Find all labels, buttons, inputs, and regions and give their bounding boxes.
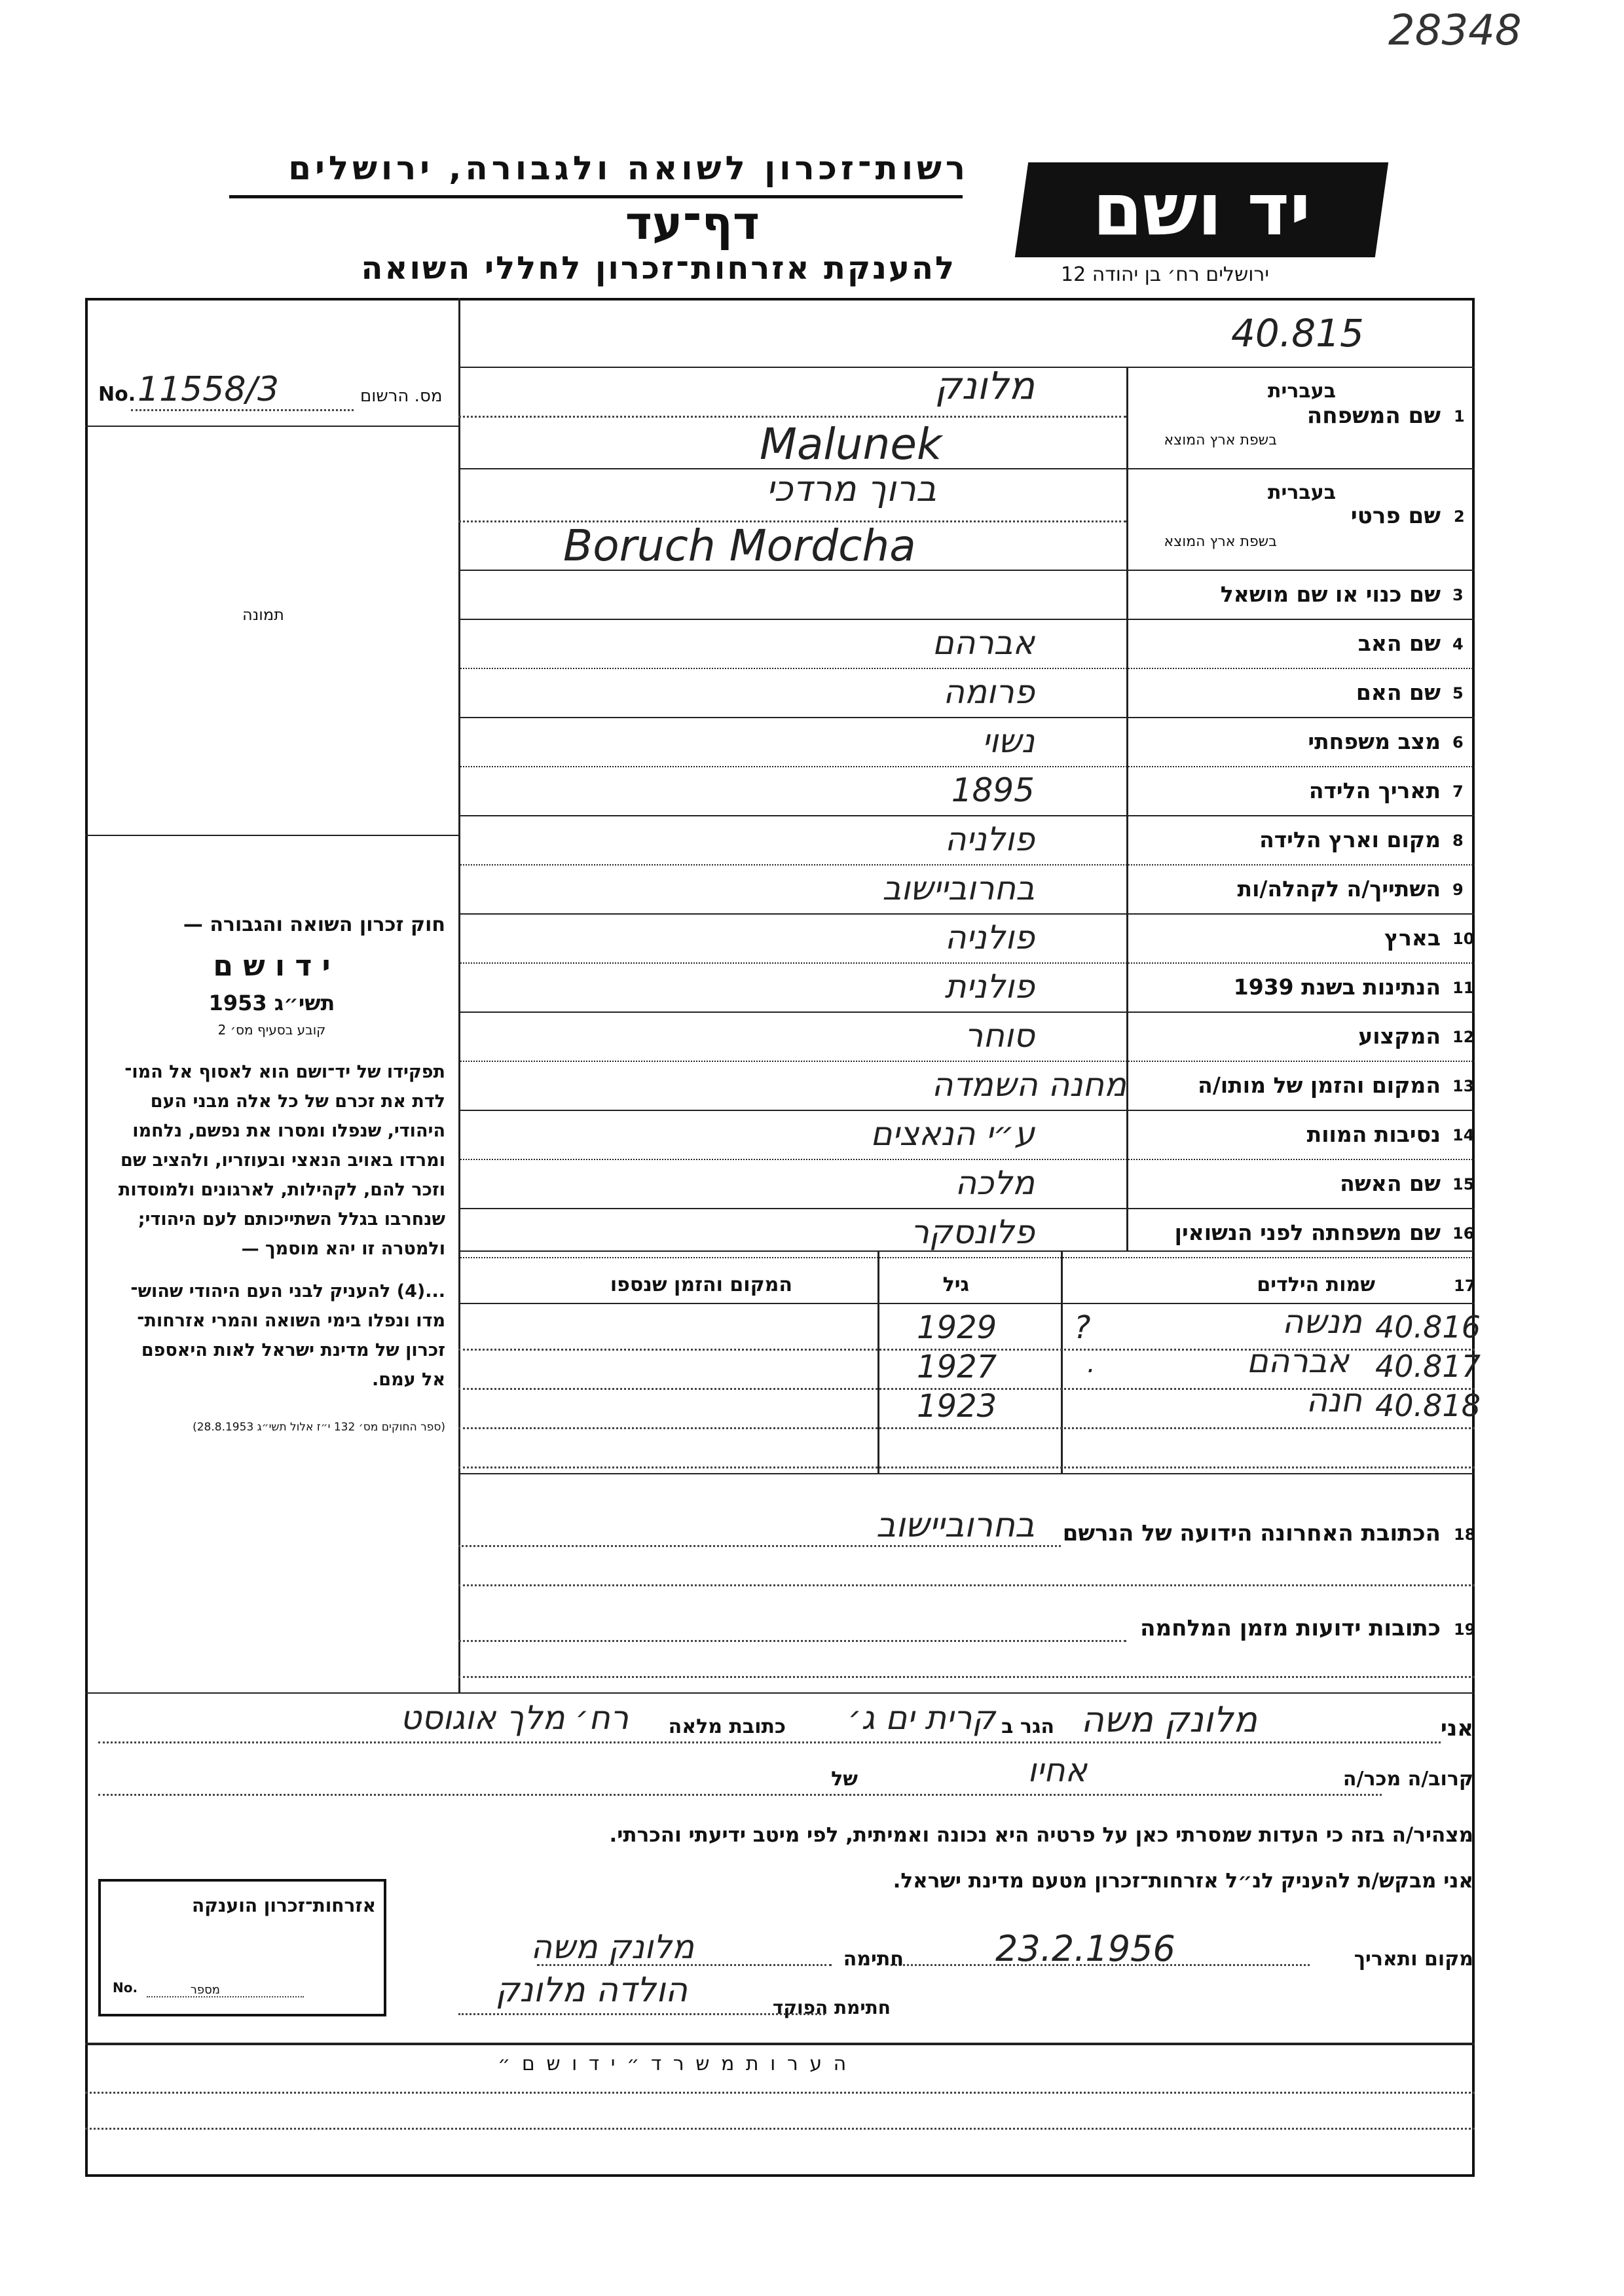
logo-address: ירושלים רח׳ בן יהודה 12 — [1061, 263, 1270, 286]
law-line: היהודי, שנפלו ומסרו את נפשם, נלחמו — [132, 1121, 445, 1141]
child-1-mark: ? — [1074, 1309, 1091, 1346]
award-number-dots — [147, 1996, 304, 1997]
last-address-value: בחרוביישוב — [876, 1506, 1035, 1545]
yad-vashem-logo — [1015, 162, 1388, 257]
field-label: שם האם — [1356, 680, 1441, 705]
law-title: חוק זכרון השואה והגבורה — — [183, 913, 445, 936]
field-number: 8 — [1452, 831, 1464, 850]
registration-prefix: No. — [98, 383, 136, 406]
field-label: הנתינות בשנת 1939 — [1233, 974, 1441, 1000]
field-number: 4 — [1452, 635, 1464, 653]
row-line — [458, 416, 1126, 418]
children-place-header: המקום והזמן שנספו — [610, 1273, 792, 1296]
field-19-number: 19 — [1454, 1620, 1476, 1639]
reg-line — [85, 426, 458, 427]
office-notes-heading: ה ע ר ו ת מ ש ר ד ״ י ד ו ש ם ״ — [498, 2052, 849, 2075]
decl-statement-1: מצהיר/ה בזה כי העדות שמסרתי כאן על פרטיה היא נכונה ואמיתית, לפי מיטב ידיעתי והכרתי. — [609, 1823, 1473, 1847]
field-label: בארץ — [1384, 925, 1441, 951]
row-line — [458, 717, 1475, 718]
field-number: 15 — [1452, 1175, 1475, 1194]
photo-line — [85, 835, 458, 836]
field-value: בחרוביישוב — [882, 869, 1035, 907]
field-value: פולנית — [944, 968, 1035, 1006]
award-number-label: מספר — [190, 1983, 220, 1997]
law-line: ומרדו באויב הנאצי ובעוזריו, ולהציב שם — [120, 1150, 445, 1171]
field-value: ע״י הנאצים — [870, 1115, 1035, 1153]
surname-origin-value: Malunek — [760, 419, 942, 469]
row-line — [458, 668, 1475, 669]
field-number: 6 — [1452, 733, 1464, 752]
field-number: 12 — [1452, 1028, 1475, 1046]
field-number: 14 — [1452, 1126, 1475, 1144]
field-number: 13 — [1452, 1077, 1475, 1095]
field-18-label: הכתובת האחרונה הידועה של הנרשם — [1062, 1520, 1441, 1546]
field-17-number: 17 — [1454, 1277, 1476, 1295]
registration-label: מס. הרשום — [360, 386, 443, 406]
child-3-name: חנה — [1306, 1381, 1362, 1419]
row-line — [458, 1110, 1475, 1111]
child-3-age: 1923 — [917, 1388, 997, 1425]
children-names-header: שמות הילדים — [1257, 1273, 1375, 1296]
label-column-divider — [1126, 367, 1128, 1250]
law-line: זכרון של מדינת ישראל לאות היאספם — [141, 1340, 445, 1360]
field-label: שם משפחתה לפני הנשואין — [1174, 1220, 1441, 1245]
row-line — [458, 962, 1475, 964]
law-line: וזכר להם, לקהילות, לארגונים ולמוסדות — [118, 1180, 445, 1200]
field-label: תאריך הלידה — [1308, 778, 1441, 803]
child-2-ref: 40.817 — [1375, 1349, 1481, 1384]
registration-number: 11558/3 — [138, 370, 280, 409]
left-column-divider — [458, 298, 460, 1692]
law-name: י ד ו ש ם — [213, 949, 331, 983]
child-2-name: אברהם — [1246, 1342, 1349, 1380]
section-line — [85, 1692, 1475, 1694]
relation-value: אחיו — [1027, 1751, 1087, 1789]
decl-statement-2: אני מבקש/ת להעניק לנ״ל אזרחות־זכרון מטעם מדינת ישראל. — [893, 1869, 1473, 1893]
field-1-label: שם המשפחה — [1306, 403, 1441, 429]
row-line — [458, 1640, 1126, 1642]
field-label: המקצוע — [1358, 1023, 1441, 1049]
row-line — [458, 570, 1475, 571]
registration-dots — [131, 409, 354, 411]
signature-label: חתימה — [843, 1948, 904, 1971]
file-number: 28348 — [1388, 7, 1522, 55]
row-line — [458, 619, 1475, 620]
form-subtitle: להענקת אזרחות־זכרון לחללי השואה — [361, 250, 956, 287]
witness-name: מלונק משה — [1080, 1699, 1257, 1740]
given-name-hebrew-value: ברוך מרדכי — [766, 468, 936, 509]
child-1-age: 1929 — [917, 1309, 997, 1346]
officer-label: חתימת הפוקד — [772, 1997, 891, 2018]
row-line — [458, 1250, 1475, 1252]
field-1-sub-origin: בשפת ארץ המוצא — [1164, 432, 1277, 448]
child-1-ref: 40.816 — [1375, 1309, 1481, 1345]
field-label: שם כנוי או שם מושאל — [1220, 581, 1441, 607]
field-label: מקום וארץ הלידה — [1259, 827, 1441, 852]
field-value: פולניה — [944, 919, 1035, 957]
notes-line — [85, 2092, 1475, 2094]
children-col-divider — [1061, 1250, 1063, 1473]
award-number-prefix: No. — [113, 1980, 138, 1995]
officer-dots — [458, 2013, 825, 2015]
row-line — [458, 1208, 1475, 1209]
decl-ani: אני — [1440, 1715, 1473, 1741]
row-line — [458, 766, 1475, 767]
child-3-ref: 40.818 — [1375, 1388, 1481, 1423]
children-col-divider — [877, 1250, 879, 1473]
law-line: ולמטרה זו יהא מוסמך — — [241, 1239, 445, 1259]
decl-full-address: כתובת מלאה — [668, 1715, 786, 1738]
law-paragraph — [98, 1057, 445, 1394]
row-line — [458, 913, 1475, 915]
date-dots — [891, 1964, 1310, 1966]
row-line — [458, 1676, 1475, 1678]
row-line — [458, 1584, 1475, 1586]
field-value: סוחר — [965, 1017, 1035, 1055]
field-2-sub-hebrew: בעברית — [1268, 481, 1336, 504]
photo-label: תמונה — [242, 606, 284, 624]
field-number: 10 — [1452, 930, 1475, 948]
decl-dots — [98, 1794, 1382, 1796]
field-2-sub-origin: בשפת ארץ המוצא — [1164, 534, 1277, 550]
field-2-number: 2 — [1454, 507, 1465, 526]
field-label: המקום והזמן של מותו/ה — [1198, 1072, 1441, 1098]
date-value: 23.2.1956 — [995, 1928, 1175, 1969]
field-label: נסיבות המוות — [1306, 1121, 1441, 1147]
law-line: תפקידו של יד־ושם הוא לאסוף אל המו־ — [124, 1062, 445, 1082]
authority-heading: רשות־זכרון לשואה ולגבורה, ירושלים — [288, 149, 969, 187]
law-line: לדת את זכרם של כל אלה מבני העם — [150, 1091, 445, 1112]
top-number: 40.815 — [1231, 311, 1364, 355]
field-2-label: שם פרטי — [1350, 503, 1441, 529]
officer-signature: הולדה מלונק — [495, 1971, 688, 2010]
row-line — [458, 468, 1475, 469]
row-line — [458, 1011, 1475, 1013]
field-1-sub-hebrew: בעברית — [1268, 380, 1336, 403]
field-19-label: כתובות ידועות מזמן המלחמה — [1140, 1615, 1441, 1641]
field-label: שם האב — [1357, 630, 1441, 656]
row-line — [458, 1159, 1475, 1160]
decl-of: של — [831, 1768, 858, 1791]
field-value: 1895 — [951, 771, 1035, 809]
row-line — [458, 1467, 1475, 1468]
law-section: קובע בסעיף מס׳ 2 — [217, 1022, 326, 1038]
field-18-number: 18 — [1454, 1525, 1476, 1544]
authority-underline — [229, 195, 963, 198]
field-number: 16 — [1452, 1224, 1475, 1243]
field-value: מחנה השמדה — [931, 1066, 1126, 1104]
field-number: 3 — [1452, 586, 1464, 604]
row-line — [458, 1257, 1475, 1258]
field-value: פולניה — [944, 820, 1035, 858]
field-label: מצב משפחתי — [1308, 729, 1441, 754]
field-number: 11 — [1452, 979, 1475, 997]
law-line: שנחרבו בגלל השתייכותם לעם היהודי; — [138, 1209, 445, 1230]
award-box — [98, 1879, 386, 2016]
witness-address: רח׳ מלך אוגוסט — [400, 1699, 629, 1737]
law-reference: (ספר החוקים מס׳ 132 י״ז אלול תשי״ג 28.8.1953) — [193, 1421, 445, 1434]
field-value: פרומה — [943, 673, 1035, 711]
logo-text: יד ושם — [1092, 168, 1311, 251]
row-line — [458, 1545, 1061, 1547]
row-line — [458, 864, 1475, 866]
signature-value: מלונק משה — [530, 1928, 694, 1966]
law-block — [98, 913, 445, 1434]
child-2-mark: . — [1087, 1349, 1096, 1379]
form-title: דף־עד — [625, 196, 760, 250]
field-number: 7 — [1452, 782, 1464, 801]
field-value: פלונסקר — [910, 1213, 1035, 1251]
law-line: ...(4) להעניק לבני העם היהודי שהוש־ — [130, 1281, 445, 1302]
field-1-number: 1 — [1454, 407, 1465, 426]
field-number: 9 — [1452, 881, 1464, 899]
witness-city: קרית ים ג׳ — [847, 1699, 995, 1737]
child-2-age: 1927 — [917, 1349, 997, 1385]
law-line: מדו ונפלו בימי השואה והמרי אזרחות־ — [137, 1311, 445, 1331]
decl-relative: קרוב/ה מכר/ה — [1342, 1768, 1473, 1791]
given-name-origin-value: Boruch Mordcha — [563, 520, 916, 571]
field-value: נשוי — [982, 722, 1035, 760]
notes-top-line — [85, 2043, 1475, 2045]
row-line — [458, 1473, 1475, 1474]
field-number: 5 — [1452, 684, 1464, 702]
field-value: מלכה — [955, 1164, 1035, 1202]
children-age-header: גיל — [942, 1273, 969, 1296]
row-line — [458, 815, 1475, 816]
field-label: השתייך/ה לקהלה/ות — [1237, 876, 1441, 902]
law-year: תשי״ג 1953 — [208, 991, 335, 1015]
decl-dots — [98, 1741, 1441, 1743]
field-label: שם האשה — [1340, 1171, 1441, 1196]
notes-line — [85, 2128, 1475, 2130]
award-box-title: אזרחות־זכרון הוענקה — [192, 1895, 376, 1916]
law-line: אל עמם. — [372, 1370, 445, 1390]
surname-hebrew-value: מלונק — [934, 363, 1035, 408]
child-1-name: מנשה — [1282, 1303, 1362, 1341]
place-date-label: מקום ותאריך — [1354, 1948, 1473, 1971]
row-line — [458, 1061, 1475, 1062]
decl-resides: הגר ב — [1001, 1715, 1054, 1738]
field-value: אברהם — [932, 624, 1035, 662]
row-line — [458, 1427, 1475, 1429]
sig-dots — [537, 1964, 832, 1966]
